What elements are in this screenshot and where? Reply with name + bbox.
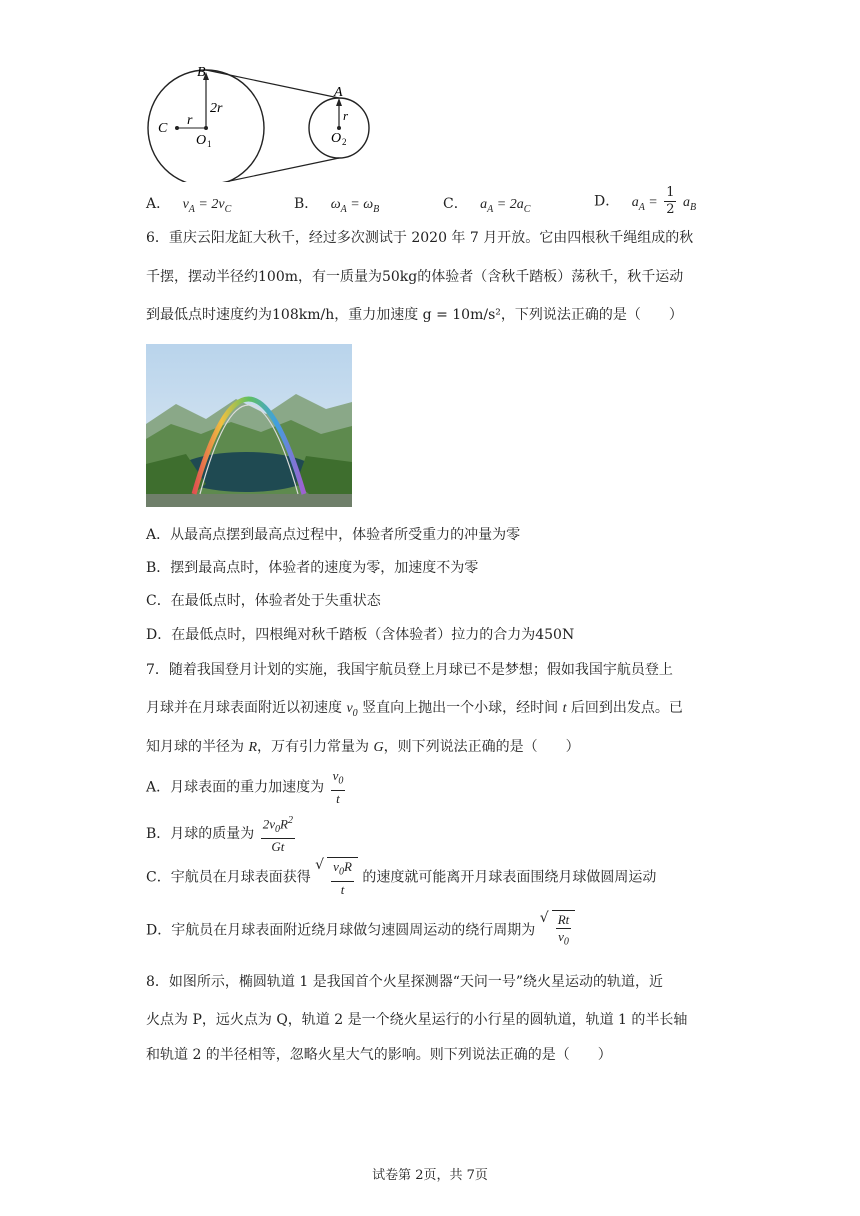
q8-line-3: 和轨道 2 的半径相等，忽略火星大气的影响。则下列说法正确的是（ ）: [146, 1047, 612, 1063]
label-2r: 2r: [210, 101, 223, 116]
q5-option-b: B． $\omega_A = \omega_B$: [294, 196, 380, 215]
q6-option-c: C．在最低点时，体验者处于失重状态: [146, 593, 381, 609]
q7-option-a: A．月球表面的重力加速度为 $\frac{v_0}{t}$: [146, 768, 344, 806]
label-O2: O: [331, 131, 342, 146]
q8-line-2: 火点为 P，远火点为 Q，轨道 2 是一个绕火星运行的小行星的圆轨道，轨道 1 的半长轴: [146, 1012, 688, 1028]
belt-bottom: [206, 158, 339, 182]
q6-option-b: B．摆到最高点时，体验者的速度为零，加速度不为零: [146, 560, 479, 576]
q8-line-1: 8．如图所示，椭圆轨道 1 是我国首个火星探测器“天问一号”绕火星运动的轨道，近: [146, 974, 664, 990]
label-r1: r: [187, 113, 193, 128]
q7-line-1: 7．随着我国登月计划的实施，我国宇航员登上月球已不是梦想；假如我国宇航员登上: [146, 662, 673, 678]
page-footer: 试卷第 2页，共 7页: [372, 1168, 488, 1183]
q7-option-b: B．月球的质量为 $\frac{2v_0R^2}{Gt}$: [146, 815, 293, 854]
pulley-diagram: [140, 62, 380, 182]
label-C: C: [158, 121, 168, 136]
q5-option-d: D． $a_A$ = $\frac{1}{2}$ $a_B$: [594, 185, 697, 217]
q5-option-c: C． $a_A = 2a_C$: [443, 196, 531, 215]
swing-photo: [146, 344, 352, 507]
q6-option-a: A．从最高点摆到最高点过程中，体验者所受重力的冲量为零: [146, 527, 521, 543]
label-A: A: [334, 85, 343, 100]
belt-top: [206, 70, 339, 98]
q6-option-d: D．在最低点时，四根绳对秋千踏板（含体验者）拉力的合力为450N: [146, 627, 575, 643]
q6-line-1: 6．重庆云阳龙缸大秋千，经过多次测试于 2020 年 7 月开放。它由四根秋千绳组成的秋: [146, 230, 694, 246]
q7-line-3: 知月球的半径为 R，万有引力常量为 G，则下列说法正确的是（ ）: [146, 739, 580, 755]
label-r2: r: [343, 108, 349, 123]
q6-line-2: 千摆，摆动半径约100m，有一质量为50kg的体验者（含秋千踏板）荡秋千，秋千运动: [146, 269, 684, 285]
label-O2-sub: 2: [342, 137, 347, 147]
q7-option-c: C．宇航员在月球表面获得 √ $\frac{v_0R}{t}$ 的速度就可能离开月球表面围绕月球做圆周运动: [146, 857, 657, 897]
q6-line-3: 到最低点时速度约为108km/h，重力加速度 g = 10m/s²，下列说法正确的是（ ）: [146, 307, 683, 323]
label-B: B: [197, 65, 206, 80]
q7-line-2: 月球并在月球表面附近以初速度 $v_0$ 竖直向上抛出一个小球，经时间 t 后回到出发点。已: [146, 700, 683, 719]
q7-option-d: D．宇航员在月球表面附近绕月球做匀速圆周运动的绕行周期为 √ $\frac{Rt}{v_0}$: [146, 910, 575, 951]
label-O1: O: [196, 133, 207, 148]
label-O1-sub: 1: [207, 139, 212, 149]
q5-option-a: A． $v_A = 2v_C$: [146, 196, 232, 215]
